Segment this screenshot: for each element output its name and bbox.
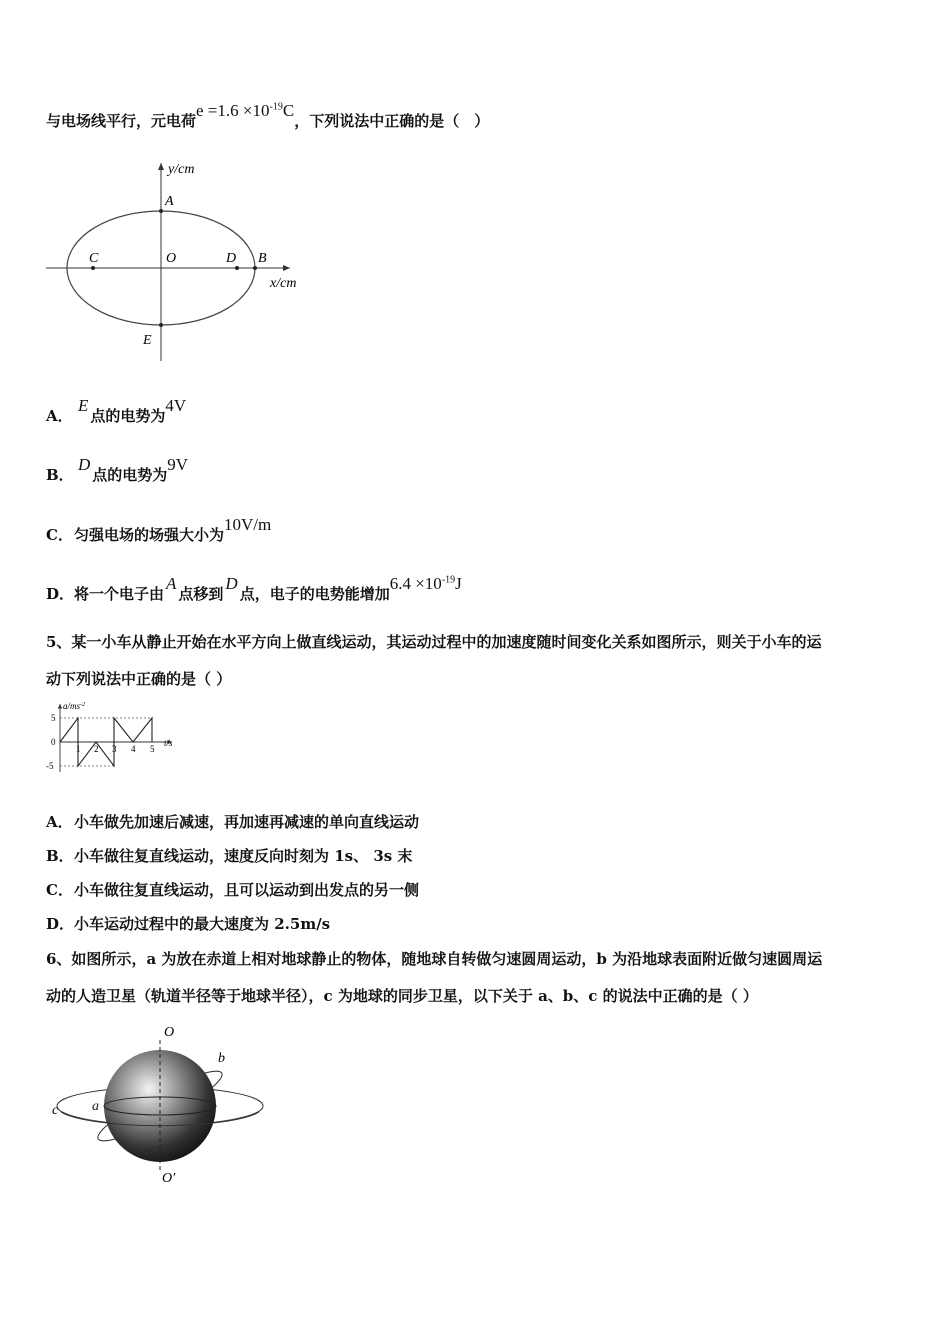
q5-line1: 5、某一小车从静止开始在水平方向上做直线运动，其运动过程中的加速度随时间变化关系如图所示，则关于小车的运 <box>46 633 822 651</box>
x-axis-label: x/cm <box>270 276 297 291</box>
x-tick-2: 2 <box>94 744 99 754</box>
label-B: B <box>258 251 267 266</box>
y-tick-5: 5 <box>51 713 56 723</box>
x-tick-4: 4 <box>131 744 136 754</box>
label-b: b <box>218 1051 225 1066</box>
x-tick-5: 5 <box>150 744 155 754</box>
q6-line1: 6、如图所示，a 为放在赤道上相对地球静止的物体，随地球自转做匀速圆周运动，b 为沿地球表面附近做匀速圆周运 <box>46 950 823 968</box>
label-A: A <box>165 194 174 209</box>
q4-intro <box>46 101 490 131</box>
q4-intro-suffix: ，下列说法中正确的是（ ） <box>294 112 490 130</box>
point-A-dot <box>159 209 163 213</box>
a-axis-label: $a/ms^{-2}$ <box>63 701 86 711</box>
label-c: c <box>52 1103 59 1118</box>
label-O: O <box>166 251 177 266</box>
label-O-bottom: O′ <box>162 1171 176 1186</box>
q5-line2: 动下列说法中正确的是（ ） <box>46 670 232 688</box>
point-E-dot <box>159 323 163 327</box>
label-O-top: O <box>164 1025 175 1040</box>
label-C: C <box>89 251 99 266</box>
x-tick-3: 3 <box>112 744 117 754</box>
q4-option-d: D．将一个电子由A点移到D点，电子的电势能增加$6.4 \times 10^{-19}J$ <box>46 574 462 603</box>
q5-option-d: D．小车运动过程中的最大速度为 2.5m/s <box>46 915 331 933</box>
point-B-dot <box>253 266 257 270</box>
y-axis-label: y/cm <box>168 162 195 177</box>
q6-earth-figure <box>46 1020 276 1190</box>
q5-option-c: C．小车做往复直线运动，且可以运动到出发点的另一侧 <box>46 881 420 899</box>
y-tick-0: 0 <box>51 737 56 747</box>
q6-line2: 动的人造卫星（轨道半径等于地球半径），c 为地球的同步卫星，以下关于 a、b、c 的说法中正确的是（ ） <box>46 987 758 1005</box>
point-C-dot <box>91 266 95 270</box>
q4-ellipse-figure <box>40 155 320 370</box>
q5-at-graph <box>44 700 189 775</box>
q4-option-b: B．D点的电势为9V <box>46 455 189 484</box>
label-E: E <box>143 333 152 348</box>
q4-option-a: A．E点的电势为4V <box>46 396 187 425</box>
q5-option-b: B．小车做往复直线运动，速度反向时刻为 1s、 3s 末 <box>46 847 413 865</box>
q5-option-a: A．小车做先加速后减速，再加速再减速的单向直线运动 <box>46 813 420 831</box>
y-tick-neg5: -5 <box>46 761 54 771</box>
point-D-dot <box>235 266 239 270</box>
charge-value: $e =1.6 \times 10^{-19}C$ <box>196 101 295 120</box>
q4-intro-prefix: 与电场线平行，元电荷 <box>46 112 197 130</box>
q4-option-c: C．匀强电场的场强大小为10V/m <box>46 515 272 544</box>
t-axis-label: t/s <box>164 738 173 748</box>
x-tick-1: 1 <box>76 744 81 754</box>
label-D: D <box>226 251 237 266</box>
label-a: a <box>92 1099 99 1114</box>
